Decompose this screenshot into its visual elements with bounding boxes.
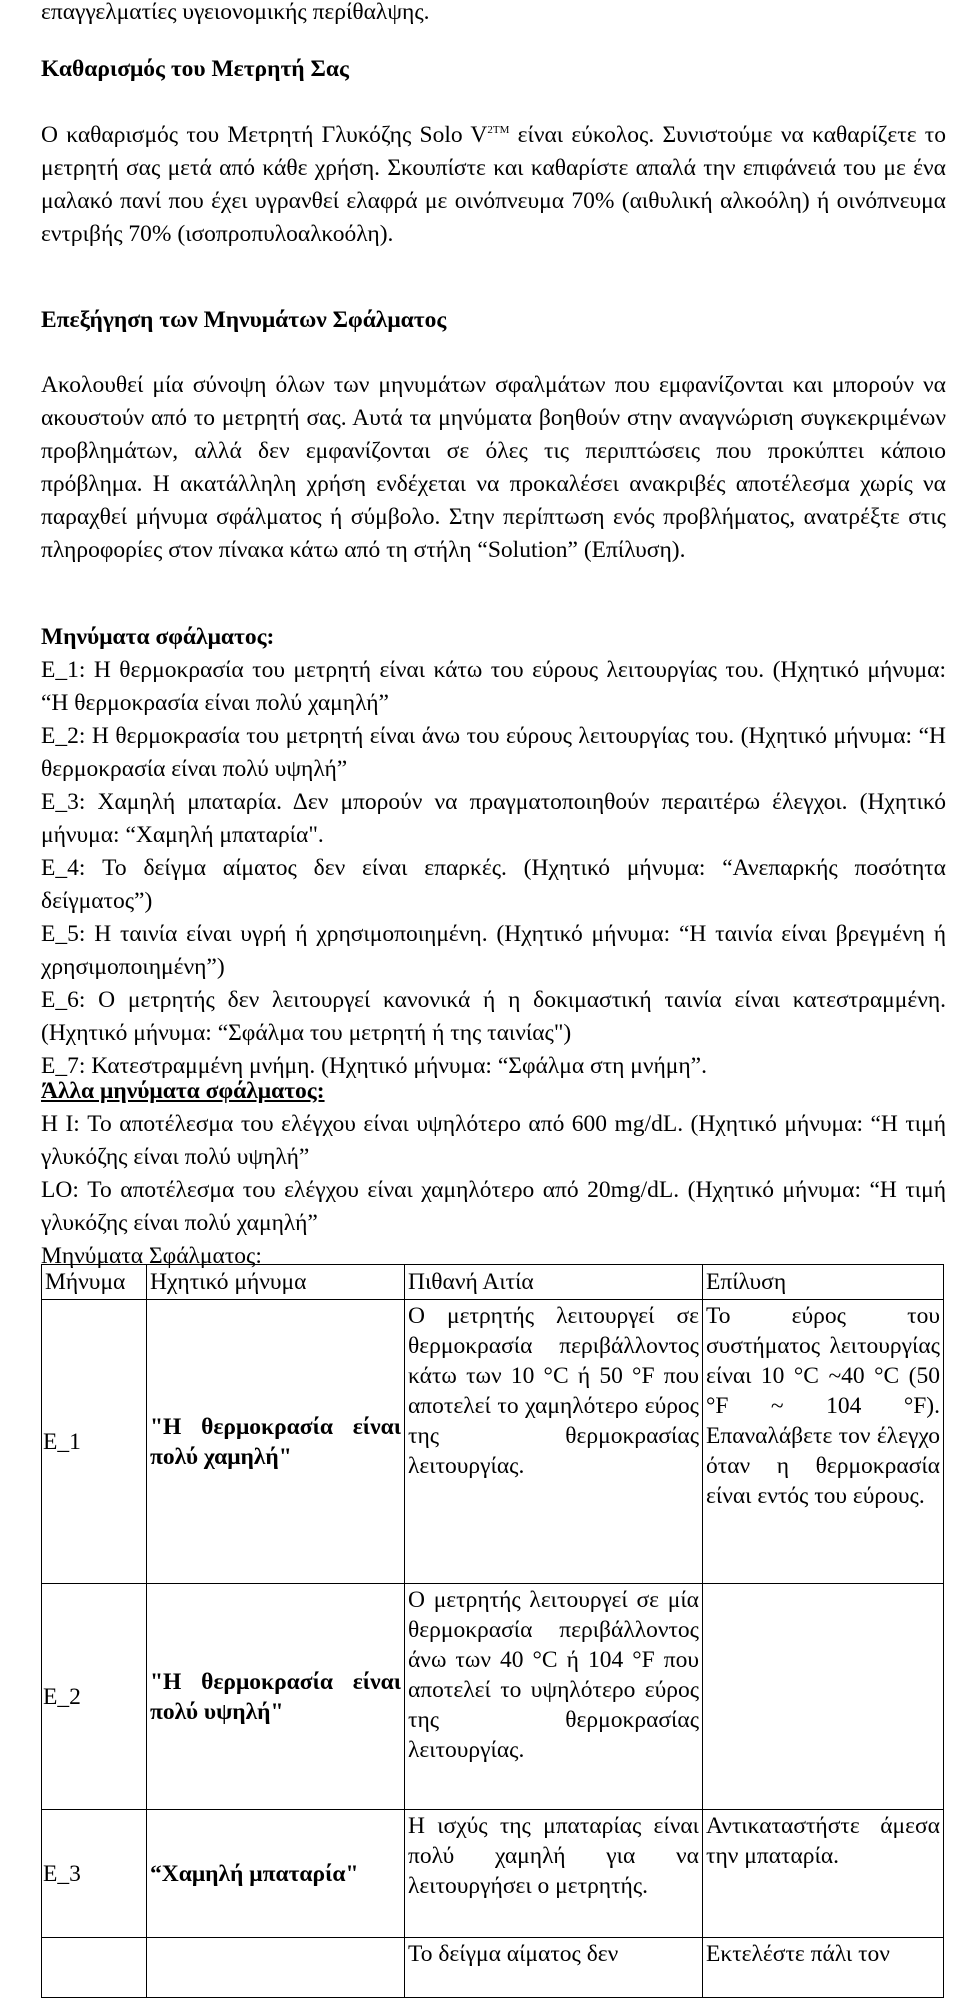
cell-cause: Το δείγμα αίματος δεν: [405, 1938, 703, 1998]
header-voice: Ηχητικό μήνυμα: [147, 1265, 405, 1300]
cell-solution: Εκτελέστε πάλι τον: [703, 1938, 944, 1998]
cell-cause: Ο μετρητής λειτουργεί σε θερμοκρασία περιβάλλοντος κάτω των 10 °C ή 50 °F που αποτελεί το χαμηλότερο εύρος της θερμοκρασίας λειτουργίας.: [405, 1300, 703, 1584]
errors-explained-heading: Επεξήγηση των Μηνυμάτων Σφάλματος: [41, 307, 447, 333]
trademark-sup: 2TM: [487, 124, 510, 136]
table-header-row: [42, 1265, 944, 1300]
error-item: E_2: Η θερμοκρασία του μετρητή είναι άνω του εύρους λειτουργίας του. (Ηχητικό μήνυμα: “Η θερμοκρασία είναι πολύ υψηλή”: [41, 723, 946, 782]
cell-voice: "Η θερμοκρασία είναι πολύ υψηλή": [147, 1584, 405, 1810]
intro-tail: επαγγελματίες υγειονομικής περίθαλψης.: [41, 0, 430, 25]
error-item: E_4: Το δείγμα αίματος δεν είναι επαρκές. (Ηχητικό μήνυμα: “Ανεπαρκής ποσότητα δείγματος”): [41, 855, 946, 914]
cell-cause: Η ισχύς της μπαταρίας είναι πολύ χαμηλή για να λειτουργήσει ο μετρητής.: [405, 1810, 703, 1938]
error-messages-section: [41, 621, 946, 1083]
table-row: [42, 1584, 944, 1810]
cell-code: [42, 1938, 147, 1998]
error-item: E_1: Η θερμοκρασία του μετρητή είναι κάτω του εύρους λειτουργίας του. (Ηχητικό μήνυμα: “Η θερμοκρασία είναι πολύ χαμηλή”: [41, 657, 946, 716]
error-item: E_7: Κατεστραμμένη μνήμη. (Ηχητικό μήνυμα: “Σφάλμα στη μνήμη”.: [41, 1053, 707, 1079]
cell-solution: Το εύρος του συστήματος λειτουργίας είναι 10 °C ~40 °C (50 °F ~ 104 °F). Επαναλάβετε τον έλεγχο όταν η θερμοκρασία είναι εντός του εύρους.: [703, 1300, 944, 1584]
other-item: H I: Το αποτέλεσμα του ελέγχου είναι υψηλότερο από 600 mg/dL. (Ηχητικό μήνυμα: “Η τιμή γλυκόζης είναι πολύ υψηλή”: [41, 1111, 946, 1170]
cell-solution: Αντικαταστήστε άμεσα την μπαταρία.: [703, 1810, 944, 1938]
cell-voice: "Η θερμοκρασία είναι πολύ χαμηλή": [147, 1300, 405, 1584]
cell-code: E_1: [42, 1300, 147, 1584]
cell-voice: “Χαμηλή μπαταρία": [147, 1810, 405, 1938]
cell-cause: Ο μετρητής λειτουργεί σε μία θερμοκρασία περιβάλλοντος άνω των 40 °C ή 104 °F που αποτελεί το υψηλότερο εύρος της θερμοκρασίας λειτουργίας.: [405, 1584, 703, 1810]
error-item: E_6: Ο μετρητής δεν λειτουργεί κανονικά ή η δοκιμαστική ταινία είναι κατεστραμμένη. (Ηχητικό μήνυμα: “Σφάλμα του μετρητή ή της ταινίας"): [41, 987, 946, 1046]
header-message: Μήνυμα: [42, 1265, 147, 1300]
cleaning-heading: Καθαρισμός του Μετρητή Σας: [41, 56, 349, 82]
other-messages-section: [41, 1075, 946, 1273]
other-messages-heading: Άλλα μηνύματα σφάλματος:: [41, 1078, 325, 1104]
cell-solution: [703, 1584, 944, 1810]
header-cause: Πιθανή Αιτία: [405, 1265, 703, 1300]
header-solution: Επίλυση: [703, 1265, 944, 1300]
error-item: E_5: Η ταινία είναι υγρή ή χρησιμοποιημένη. (Ηχητικό μήνυμα: “Η ταινία είναι βρεγμένη ή χρησιμοποιημένη”): [41, 921, 946, 980]
cell-voice: [147, 1938, 405, 1998]
table-row: [42, 1938, 944, 1998]
table-row: [42, 1810, 944, 1938]
error-table: [41, 1264, 944, 1998]
errors-explained-paragraph: Ακολουθεί μία σύνοψη όλων των μηνυμάτων σφαλμάτων που εμφανίζονται και μπορούν να ακουστούν από το μετρητή σας. Αυτά τα μηνύματα βοηθούν στην αναγνώριση συγκεκριμένων προβλημάτων, αλλά δεν εμφανίζονται σε όλες τις περιπτώσεις που προκύπτει κάποιο πρόβλημα. Η ακατάλληλη χρήση ενδέχεται να προκαλέσει ανακριβές αποτέλεσμα χωρίς να παραχθεί μήνυμα σφάλματος ή σύμβολο. Στην περίπτωση ενός προβλήματος, ανατρέξτε στις πληροφορίες στον πίνακα κάτω από τη στήλη “Solution” (Επίλυση).: [41, 372, 946, 563]
cell-code: E_3: [42, 1810, 147, 1938]
table-caption: Μηνύματα Σφάλματος:: [41, 1243, 262, 1269]
cleaning-paragraph: Ο καθαρισμός του Μετρητή Γλυκόζης Solo $V^{2TM}$ είναι εύκολος. Συνιστούμε να καθαρίζετε το μετρητή σας μετά από κάθε χρήση. Σκουπίστε και καθαρίστε απαλά την επιφάνειά του με ένα μαλακό πανί που έχει υγρανθεί ελαφρά με οινόπνευμα 70% (αιθυλική αλκοόλη) ή οινόπνευμα εντριβής 70% (ισοπροπυλοαλκοόλη).: [41, 122, 946, 247]
table-row: [42, 1300, 944, 1584]
other-item: LO: Το αποτέλεσμα του ελέγχου είναι χαμηλότερο από 20mg/dL. (Ηχητικό μήνυμα: “Η τιμή γλυκόζης είναι πολύ χαμηλή”: [41, 1177, 946, 1236]
error-messages-heading: Μηνύματα σφάλματος:: [41, 624, 275, 650]
cell-code: E_2: [42, 1584, 147, 1810]
error-item: E_3: Χαμηλή μπαταρία. Δεν μπορούν να πραγματοποιηθούν περαιτέρω έλεγχοι. (Ηχητικό μήνυμα: “Χαμηλή μπαταρία".: [41, 789, 946, 848]
